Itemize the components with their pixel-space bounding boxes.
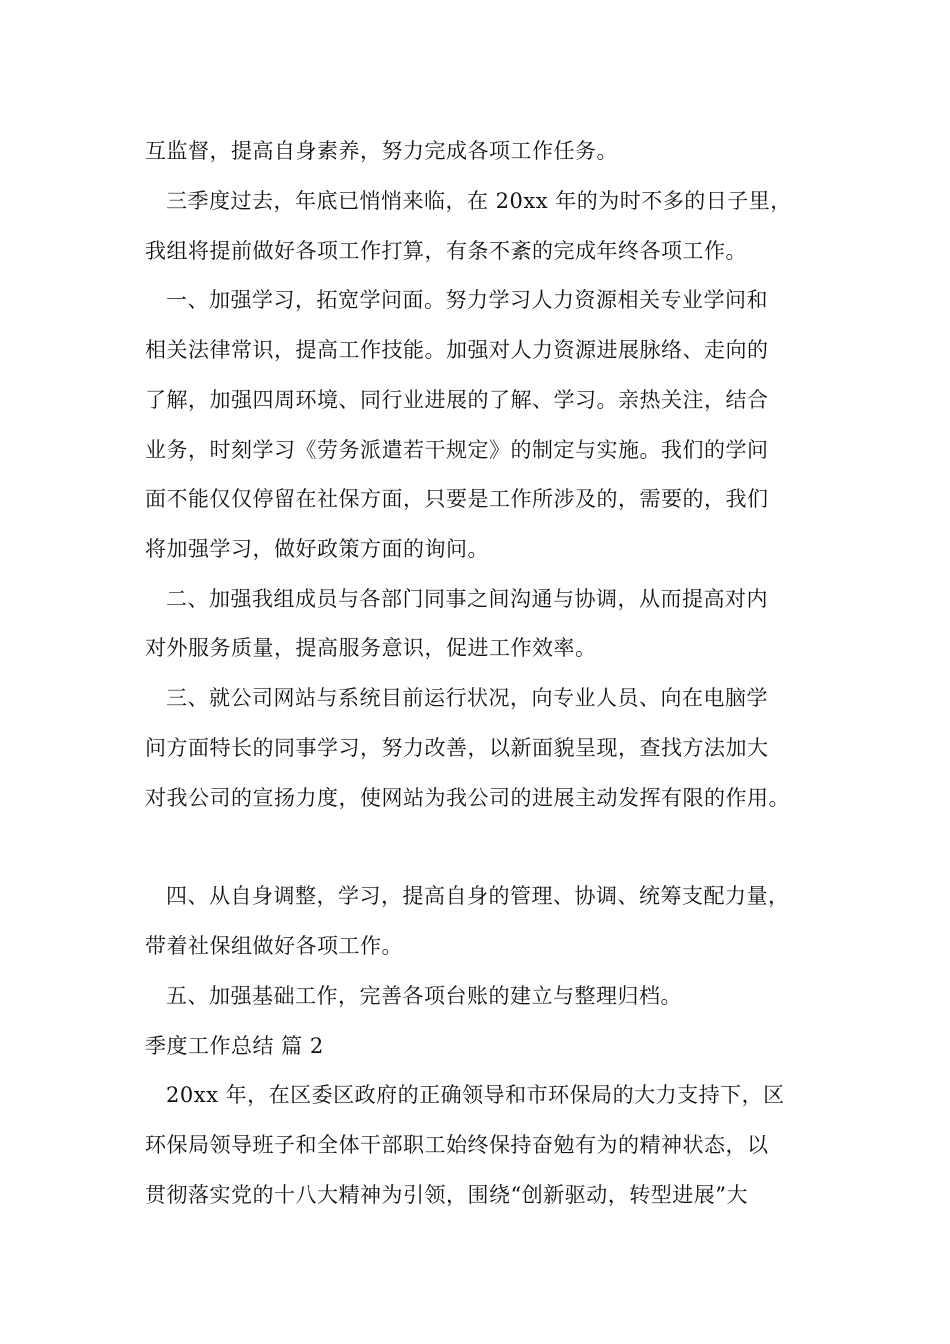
text-line: 20xx 年，在区委区政府的正确领导和市环保局的大力支持下，区 <box>166 1083 785 1107</box>
text-line: 四、从自身调整，学习，提高自身的管理、协调、统筹支配力量， <box>166 884 790 908</box>
text-line: 问方面特长的同事学习，努力改善，以新面貌呈现，查找方法加大 <box>145 736 769 760</box>
text-line: 业务，时刻学习《劳务派遣若干规定》的制定与实施。我们的学问 <box>145 438 769 462</box>
text-line: 对我公司的宣扬力度，使网站为我公司的进展主动发挥有限的作用。 <box>145 786 790 810</box>
text-line: 将加强学习，做好政策方面的询问。 <box>145 537 489 561</box>
text-line: 五、加强基础工作，完善各项台账的建立与整理归档。 <box>166 984 682 1008</box>
text-line: 三、就公司网站与系统目前运行状况，向专业人员、向在电脑学 <box>166 686 768 710</box>
section-heading: 季度工作总结 篇 2 <box>145 1034 324 1058</box>
text-line: 环保局领导班子和全体干部职工始终保持奋勉有为的精神状态，以 <box>145 1133 769 1157</box>
text-line: 我组将提前做好各项工作打算，有条不紊的完成年终各项工作。 <box>145 239 747 263</box>
text-line: 面不能仅仅停留在社保方面，只要是工作所涉及的，需要的，我们 <box>145 487 769 511</box>
text-line: 了解，加强四周环境、同行业进展的了解、学习。亲热关注，结合 <box>145 388 769 412</box>
text-line: 互监督，提高自身素养，努力完成各项工作任务。 <box>145 139 618 163</box>
text-line: 一、加强学习，拓宽学问面。努力学习人力资源相关专业学问和 <box>166 288 768 312</box>
text-line: 带着社保组做好各项工作。 <box>145 934 403 958</box>
text-line: 对外服务质量，提高服务意识，促进工作效率。 <box>145 636 597 660</box>
text-line: 贯彻落实党的十八大精神为引领，围绕“创新驱动，转型进展”大 <box>145 1183 748 1207</box>
text-line: 三季度过去，年底已悄悄来临，在 20xx 年的为时不多的日子里， <box>166 189 792 213</box>
text-line: 相关法律常识，提高工作技能。加强对人力资源进展脉络、走向的 <box>145 338 769 362</box>
text-line: 二、加强我组成员与各部门同事之间沟通与协调，从而提高对内 <box>166 587 768 611</box>
